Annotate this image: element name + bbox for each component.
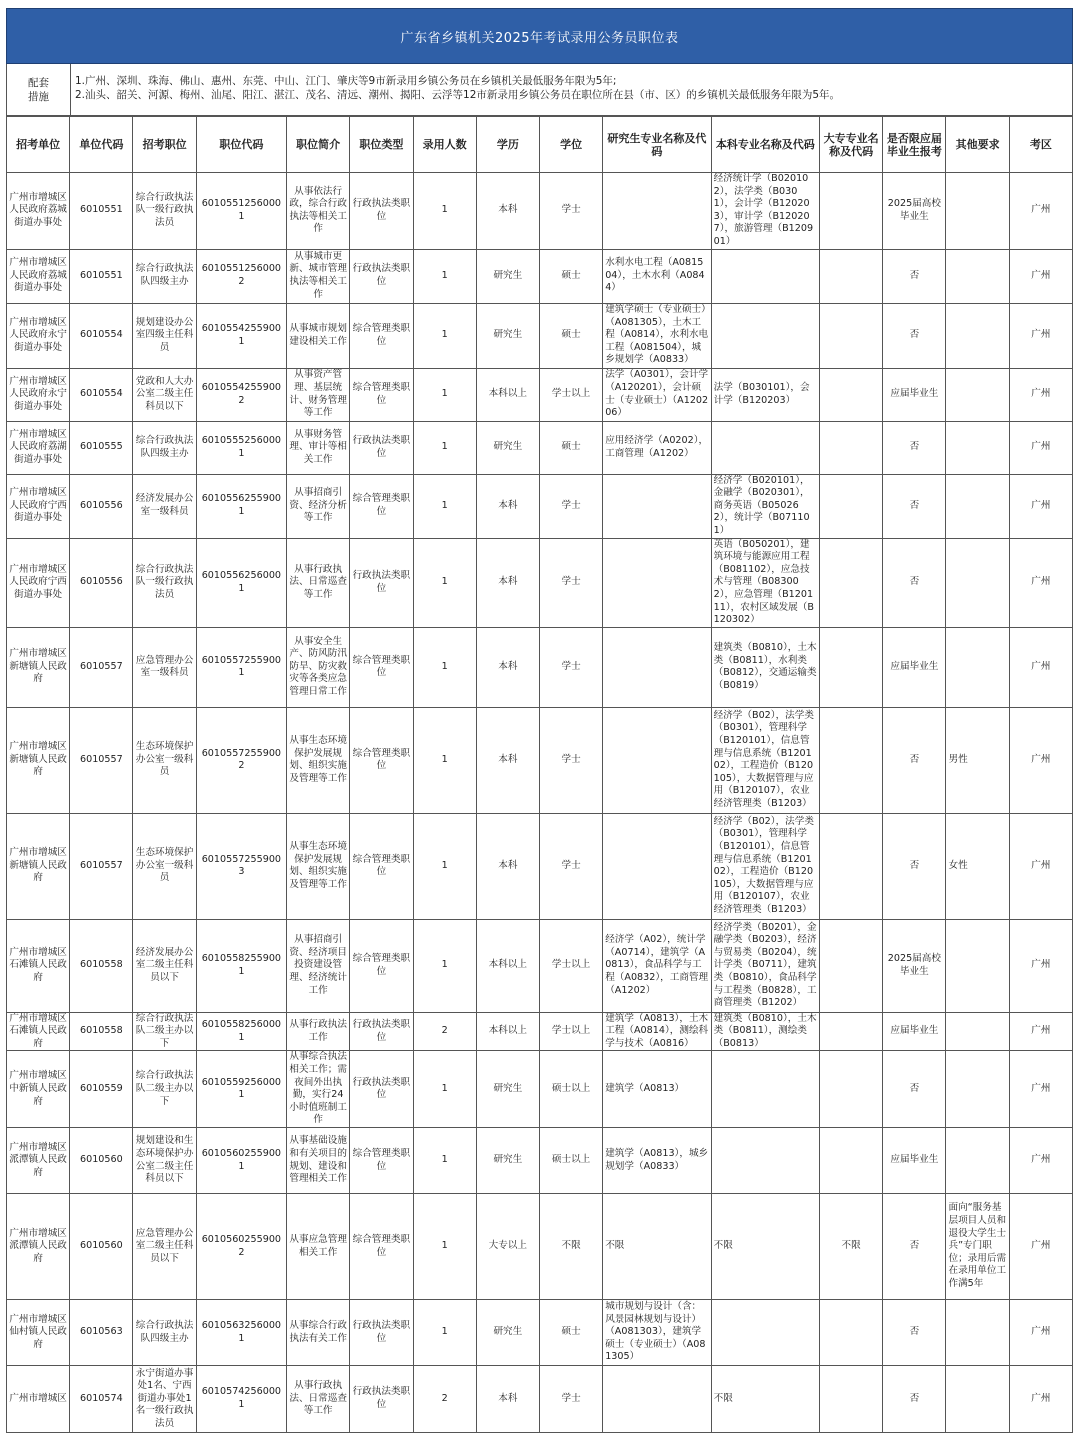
cell-unit-code: 6010557 [70,627,133,707]
cell-degree: 硕士 [539,249,602,303]
cell-exam-area: 广州 [1009,303,1072,368]
cell-other-requirements: 男性 [946,707,1009,813]
cell-unit: 广州市增城区派潭镇人民政府 [7,1128,70,1194]
cell-hire-count: 1 [413,1300,476,1366]
table-row [7,474,1073,538]
cell-hire-count: 1 [413,707,476,813]
cell-other-requirements: 女性 [946,813,1009,919]
cell-exam-area: 广州 [1009,1012,1072,1051]
cell-exam-area: 广州 [1009,474,1072,538]
cell-education: 本科 [476,538,539,627]
cell-unit: 广州市增城区石滩镇人民政府 [7,919,70,1012]
cell-unit-code: 6010556 [70,474,133,538]
cell-graduate-major [603,813,711,919]
cell-graduate-major [603,173,711,250]
cell-other-requirements [946,1051,1009,1128]
cell-unit: 广州市增城区人民政府宁西街道办事处 [7,474,70,538]
cell-exam-area: 广州 [1009,1051,1072,1128]
cell-graduate-major: 城市规划与设计（含：风景园林规划与设计）（A081303），建筑学硕士（专业硕士）（A081305） [603,1300,711,1366]
cell-exam-area: 广州 [1009,1300,1072,1366]
cell-position-code: 60105562560001 [196,538,286,627]
header-row [7,117,1073,173]
cell-college-major [820,1300,883,1366]
cell-graduate-major: 不限 [603,1194,711,1300]
cell-position: 永宁街道办事处1名、宁西街道办事处1名一级行政执法员 [133,1366,196,1433]
cell-unit: 广州市增城区人民政府荔城街道办事处 [7,249,70,303]
cell-college-major [820,474,883,538]
cell-undergraduate-major [711,1128,819,1194]
cell-position: 党政和人大办公室二级主任科员以下 [133,368,196,421]
cell-graduate-major: 建筑学（A0813），土木工程（A0814），测绘科学与技术（A0816） [603,1012,711,1051]
table-row [7,1194,1073,1300]
cell-graduate-major: 建筑学（A0813），城乡规划学（A0833） [603,1128,711,1194]
cell-undergraduate-major [711,249,819,303]
cell-graduate-major: 应用经济学（A0202），工商管理（A1202） [603,421,711,474]
cell-fresh-graduate-only: 否 [883,707,946,813]
table-row [7,421,1073,474]
cell-undergraduate-major [711,421,819,474]
cell-hire-count: 1 [413,919,476,1012]
cell-degree: 学士 [539,173,602,250]
table-row [7,538,1073,627]
cell-unit: 广州市增城区仙村镇人民政府 [7,1300,70,1366]
table-row [7,627,1073,707]
table-row [7,1051,1073,1128]
cell-exam-area: 广州 [1009,707,1072,813]
positions-table [6,116,1073,1433]
table-row [7,368,1073,421]
cell-other-requirements [946,368,1009,421]
notes-body [71,64,1072,115]
cell-position-type: 行政执法类职位 [350,1300,413,1366]
cell-unit: 广州市增城区人民政府荔城街道办事处 [7,173,70,250]
cell-other-requirements [946,303,1009,368]
notes-heading [7,64,71,115]
cell-graduate-major: 水利水电工程（A081504），土木水利（A0844） [603,249,711,303]
col-header-degree: 学位 [539,117,602,173]
cell-college-major [820,538,883,627]
cell-position-intro: 从事安全生产、防风防汛防旱、防灾救灾等各类应急管理日常工作 [287,627,350,707]
table-row [7,303,1073,368]
cell-position-intro: 从事资产管理、基层统计、财务管理等工作 [287,368,350,421]
cell-position-code: 60105742560001 [196,1366,286,1433]
cell-position-intro: 从事生态环境保护发展规划、组织实施及管理等工作 [287,813,350,919]
cell-unit-code: 6010557 [70,707,133,813]
cell-fresh-graduate-only: 应届毕业生 [883,1012,946,1051]
cell-hire-count: 1 [413,368,476,421]
cell-unit: 广州市增城区人民政府荔湖街道办事处 [7,421,70,474]
cell-degree: 学士以上 [539,368,602,421]
cell-education: 研究生 [476,1300,539,1366]
cell-unit-code: 6010574 [70,1366,133,1433]
cell-fresh-graduate-only: 否 [883,1051,946,1128]
cell-fresh-graduate-only: 否 [883,474,946,538]
cell-college-major [820,813,883,919]
cell-hire-count: 1 [413,1051,476,1128]
cell-graduate-major: 建筑学硕士（专业硕士）（A081305），土木工程（A0814），水利水电工程（A081504），城乡规划学（A0833） [603,303,711,368]
cell-hire-count: 1 [413,173,476,250]
table-row [7,249,1073,303]
cell-hire-count: 2 [413,1012,476,1051]
col-header-position-type: 职位类型 [350,117,413,173]
cell-undergraduate-major: 经济学（B02），法学类（B0301），管理科学（B120101），信息管理与信息系统（B120102），工程造价（B120105），大数据管理与应用（B120107），农业经济管理类（B1203） [711,707,819,813]
table-row [7,173,1073,250]
cell-other-requirements [946,538,1009,627]
cell-hire-count: 1 [413,249,476,303]
cell-unit-code: 6010551 [70,173,133,250]
cell-position-intro: 从事行政执法工作 [287,1012,350,1051]
cell-other-requirements [946,627,1009,707]
col-header-position: 招考职位 [133,117,196,173]
position-sheet [6,8,1073,1429]
cell-position-intro: 从事综合执法相关工作；需夜间外出执勤，实行24小时值班制工作 [287,1051,350,1128]
cell-education: 本科 [476,173,539,250]
cell-undergraduate-major: 经济统计学（B020102），法学类（B0301），会计学（B120203），审计学（B120207），旅游管理（B120901） [711,173,819,250]
cell-degree: 硕士 [539,421,602,474]
cell-position-type: 综合管理类职位 [350,1128,413,1194]
cell-position-code: 60105592560001 [196,1051,286,1128]
cell-unit: 广州市增城区新塘镇人民政府 [7,627,70,707]
cell-hire-count: 2 [413,1366,476,1433]
cell-unit-code: 6010560 [70,1128,133,1194]
cell-exam-area: 广州 [1009,1194,1072,1300]
cell-college-major [820,1051,883,1128]
cell-undergraduate-major: 法学（B030101），会计学（B120203） [711,368,819,421]
table-row [7,1012,1073,1051]
cell-degree: 学士 [539,1366,602,1433]
cell-position: 经济发展办公室一级科员 [133,474,196,538]
cell-unit: 广州市增城区派潭镇人民政府 [7,1194,70,1300]
cell-exam-area: 广州 [1009,421,1072,474]
cell-position-type: 综合管理类职位 [350,303,413,368]
cell-education: 本科 [476,707,539,813]
col-header-college-major: 大专专业名称及代码 [820,117,883,173]
table-row [7,707,1073,813]
cell-unit: 广州市增城区人民政府永宁街道办事处 [7,303,70,368]
cell-position-code: 60105542559002 [196,368,286,421]
cell-undergraduate-major: 英语（B050201），建筑环境与能源应用工程（B081102），应急技术与管理（B083002），应急管理（B120111），农村区域发展（B120302） [711,538,819,627]
cell-degree: 硕士以上 [539,1051,602,1128]
cell-position-intro: 从事生态环境保护发展规划、组织实施及管理等工作 [287,707,350,813]
cell-unit: 广州市增城区人民政府宁西街道办事处 [7,538,70,627]
cell-graduate-major: 经济学（A02），统计学（A0714），建筑学（A0813），食品科学与工程（A0832），工商管理（A1202） [603,919,711,1012]
cell-position-intro: 从事依法行政，综合行政执法等相关工作 [287,173,350,250]
cell-education: 本科 [476,627,539,707]
cell-graduate-major: 法学（A0301），会计学（A120201），会计硕士（专业硕士）（A120206） [603,368,711,421]
cell-undergraduate-major: 建筑类（B0810），土木类（B0811），测绘类（B0813） [711,1012,819,1051]
cell-unit-code: 6010551 [70,249,133,303]
cell-position-code: 60105542559001 [196,303,286,368]
cell-position-type: 综合管理类职位 [350,707,413,813]
cell-position-intro: 从事行政执法、日常巡查等工作 [287,1366,350,1433]
cell-position-code: 60105572559001 [196,627,286,707]
cell-position-code: 60105512560002 [196,249,286,303]
cell-undergraduate-major: 经济学（B020101），金融学（B020301），商务英语（B050262），统计学（B071101） [711,474,819,538]
cell-position: 应急管理办公室二级主任科员以下 [133,1194,196,1300]
note-line: 2.汕头、韶关、河源、梅州、汕尾、阳江、湛江、茂名、清远、潮州、揭阳、云浮等12市新录用乡镇公务员在职位所在县（市、区）的乡镇机关最低服务年限为5年。 [75,89,841,101]
cell-fresh-graduate-only: 否 [883,813,946,919]
cell-unit-code: 6010554 [70,303,133,368]
cell-fresh-graduate-only: 否 [883,1194,946,1300]
cell-unit: 广州市增城区石滩镇人民政府 [7,1012,70,1051]
cell-education: 研究生 [476,249,539,303]
cell-education: 本科以上 [476,919,539,1012]
col-header-undergraduate-major: 本科专业名称及代码 [711,117,819,173]
cell-position-code: 60105582559001 [196,919,286,1012]
cell-degree: 硕士以上 [539,1128,602,1194]
cell-graduate-major [603,707,711,813]
cell-other-requirements [946,919,1009,1012]
cell-position-type: 综合管理类职位 [350,368,413,421]
cell-education: 本科 [476,1366,539,1433]
cell-position-type: 综合管理类职位 [350,1194,413,1300]
cell-unit: 广州市增城区新塘镇人民政府 [7,813,70,919]
table-row [7,1128,1073,1194]
cell-position-type: 行政执法类职位 [350,1051,413,1128]
cell-degree: 学士 [539,627,602,707]
cell-college-major [820,1012,883,1051]
cell-position-type: 综合管理类职位 [350,474,413,538]
cell-position: 规划建设和生态环境保护办公室二级主任科员以下 [133,1128,196,1194]
cell-unit: 广州市增城区人民政府永宁街道办事处 [7,368,70,421]
table-row [7,919,1073,1012]
cell-unit-code: 6010558 [70,919,133,1012]
cell-position-type: 行政执法类职位 [350,249,413,303]
cell-degree: 学士 [539,538,602,627]
cell-position-type: 行政执法类职位 [350,1012,413,1051]
cell-graduate-major [603,474,711,538]
cell-fresh-graduate-only: 2025届高校毕业生 [883,173,946,250]
cell-graduate-major [603,1366,711,1433]
cell-position-intro: 从事城市规划建设相关工作 [287,303,350,368]
cell-college-major [820,1366,883,1433]
cell-college-major [820,249,883,303]
cell-college-major [820,173,883,250]
cell-unit-code: 6010556 [70,538,133,627]
cell-unit-code: 6010555 [70,421,133,474]
cell-education: 本科 [476,474,539,538]
cell-degree: 学士 [539,813,602,919]
cell-position: 综合行政执法队四级主办 [133,249,196,303]
cell-unit-code: 6010554 [70,368,133,421]
cell-other-requirements [946,173,1009,250]
cell-degree: 学士 [539,474,602,538]
cell-fresh-graduate-only: 否 [883,249,946,303]
cell-position-code: 60105632560001 [196,1300,286,1366]
cell-fresh-graduate-only: 否 [883,421,946,474]
cell-other-requirements [946,1366,1009,1433]
cell-position-intro: 从事财务管理、审计等相关工作 [287,421,350,474]
cell-position-type: 综合管理类职位 [350,813,413,919]
cell-position-intro: 从事行政执法、日常巡查等工作 [287,538,350,627]
notes-heading-line: 配套 [28,76,49,89]
cell-fresh-graduate-only: 应届毕业生 [883,1128,946,1194]
cell-hire-count: 1 [413,627,476,707]
cell-graduate-major [603,538,711,627]
cell-other-requirements [946,249,1009,303]
col-header-position-intro: 职位简介 [287,117,350,173]
cell-education: 研究生 [476,421,539,474]
cell-exam-area: 广州 [1009,368,1072,421]
cell-college-major [820,627,883,707]
cell-hire-count: 1 [413,421,476,474]
col-header-position-code: 职位代码 [196,117,286,173]
cell-position: 生态环境保护办公室一级科员 [133,707,196,813]
cell-unit-code: 6010563 [70,1300,133,1366]
cell-hire-count: 1 [413,538,476,627]
col-header-education: 学历 [476,117,539,173]
cell-position: 应急管理办公室一级科员 [133,627,196,707]
cell-position: 综合行政执法队一级行政执法员 [133,538,196,627]
cell-position: 经济发展办公室二级主任科员以下 [133,919,196,1012]
cell-college-major [820,1128,883,1194]
cell-fresh-graduate-only: 否 [883,303,946,368]
cell-position-code: 60105562559001 [196,474,286,538]
cell-hire-count: 1 [413,1194,476,1300]
cell-degree: 学士以上 [539,1012,602,1051]
cell-other-requirements [946,1300,1009,1366]
col-header-fresh-graduate-only: 是否限应届毕业生报考 [883,117,946,173]
cell-position-intro: 从事基础设施和有关项目的规划、建设和管理相关工作 [287,1128,350,1194]
cell-hire-count: 1 [413,474,476,538]
cell-unit-code: 6010560 [70,1194,133,1300]
cell-position: 生态环境保护办公室一级科员 [133,813,196,919]
notes-heading-line: 措施 [28,90,49,103]
cell-position-type: 综合管理类职位 [350,627,413,707]
note-line: 1.广州、深圳、珠海、佛山、惠州、东莞、中山、江门、肇庆等9市新录用乡镇公务员在乡镇机关最低服务年限为5年; [75,75,617,87]
cell-college-major [820,368,883,421]
cell-undergraduate-major [711,1300,819,1366]
cell-undergraduate-major: 建筑类（B0810），土木类（B0811），水利类（B0812），交通运输类（B0819） [711,627,819,707]
cell-position-intro: 从事应急管理相关工作 [287,1194,350,1300]
cell-position: 综合行政执法队一级行政执法员 [133,173,196,250]
cell-exam-area: 广州 [1009,813,1072,919]
cell-undergraduate-major [711,303,819,368]
cell-position-code: 60105582560001 [196,1012,286,1051]
table-row [7,1366,1073,1433]
cell-position-type: 行政执法类职位 [350,421,413,474]
cell-graduate-major: 建筑学（A0813） [603,1051,711,1128]
cell-undergraduate-major [711,1051,819,1128]
col-header-exam-area: 考区 [1009,117,1072,173]
cell-undergraduate-major: 经济学（B02），法学类（B0301），管理科学（B120101），信息管理与信息系统（B120102），工程造价（B120105），大数据管理与应用（B120107），农业经济管理类（B1203） [711,813,819,919]
cell-position-code: 60105512560001 [196,173,286,250]
cell-unit: 广州市增城区中新镇人民政府 [7,1051,70,1128]
col-header-unit: 招考单位 [7,117,70,173]
cell-degree: 学士 [539,707,602,813]
cell-position-intro: 从事招商引资、经济分析等工作 [287,474,350,538]
cell-position-code: 60105572559003 [196,813,286,919]
cell-undergraduate-major: 不限 [711,1194,819,1300]
cell-position-intro: 从事综合行政执法有关工作 [287,1300,350,1366]
cell-undergraduate-major: 不限 [711,1366,819,1433]
cell-position: 综合行政执法队二级主办以下 [133,1051,196,1128]
cell-other-requirements: 面向“服务基层项目人员和退役大学生士兵”专门职位；录用后需在录用单位工作满5年 [946,1194,1009,1300]
cell-position-type: 行政执法类职位 [350,538,413,627]
cell-position: 综合行政执法队二级主办以下 [133,1012,196,1051]
cell-education: 研究生 [476,1051,539,1128]
cell-fresh-graduate-only: 应届毕业生 [883,627,946,707]
col-header-graduate-major: 研究生专业名称及代码 [603,117,711,173]
cell-fresh-graduate-only: 否 [883,1366,946,1433]
cell-exam-area: 广州 [1009,1366,1072,1433]
col-header-hire-count: 录用人数 [413,117,476,173]
cell-position-intro: 从事招商引资、经济项目投资建设管理、经济统计工作 [287,919,350,1012]
cell-education: 研究生 [476,1128,539,1194]
cell-college-major [820,421,883,474]
supporting-measures [6,64,1073,116]
cell-fresh-graduate-only: 否 [883,1300,946,1366]
cell-college-major: 不限 [820,1194,883,1300]
cell-position-code: 60105572559002 [196,707,286,813]
cell-education: 大专以上 [476,1194,539,1300]
cell-position-type: 综合管理类职位 [350,919,413,1012]
cell-education: 研究生 [476,303,539,368]
cell-exam-area: 广州 [1009,249,1072,303]
cell-fresh-graduate-only: 应届毕业生 [883,368,946,421]
cell-exam-area: 广州 [1009,627,1072,707]
cell-other-requirements [946,421,1009,474]
cell-position: 综合行政执法队四级主办 [133,1300,196,1366]
table-row [7,813,1073,919]
cell-unit-code: 6010557 [70,813,133,919]
cell-unit: 广州市增城区新塘镇人民政府 [7,707,70,813]
cell-position-code: 60105602559001 [196,1128,286,1194]
cell-other-requirements [946,1128,1009,1194]
cell-unit-code: 6010558 [70,1012,133,1051]
cell-position-code: 60105602559002 [196,1194,286,1300]
cell-exam-area: 广州 [1009,919,1072,1012]
cell-college-major [820,919,883,1012]
col-header-unit-code: 单位代码 [70,117,133,173]
cell-exam-area: 广州 [1009,1128,1072,1194]
cell-exam-area: 广州 [1009,538,1072,627]
sheet-title: 广东省乡镇机关2025年考试录用公务员职位表 [6,8,1073,64]
cell-position-code: 60105552560001 [196,421,286,474]
cell-hire-count: 1 [413,813,476,919]
cell-degree: 硕士 [539,303,602,368]
cell-position: 规划建设办公室四级主任科员 [133,303,196,368]
cell-unit-code: 6010559 [70,1051,133,1128]
cell-position: 综合行政执法队四级主办 [133,421,196,474]
cell-fresh-graduate-only: 否 [883,538,946,627]
cell-college-major [820,707,883,813]
cell-education: 本科以上 [476,368,539,421]
cell-hire-count: 1 [413,1128,476,1194]
cell-exam-area: 广州 [1009,173,1072,250]
cell-position-type: 行政执法类职位 [350,1366,413,1433]
cell-education: 本科 [476,813,539,919]
cell-graduate-major [603,627,711,707]
cell-education: 本科以上 [476,1012,539,1051]
cell-position-type: 行政执法类职位 [350,173,413,250]
cell-unit: 广州市增城区 [7,1366,70,1433]
table-row [7,1300,1073,1366]
cell-degree: 硕士 [539,1300,602,1366]
cell-fresh-graduate-only: 2025届高校毕业生 [883,919,946,1012]
cell-other-requirements [946,1012,1009,1051]
cell-undergraduate-major: 经济学类（B0201），金融学类（B0203），经济与贸易类（B0204），统计学类（B0711），建筑类（B0810），食品科学与工程类（B0828），工商管理类（B1202） [711,919,819,1012]
cell-degree: 不限 [539,1194,602,1300]
cell-other-requirements [946,474,1009,538]
cell-hire-count: 1 [413,303,476,368]
col-header-other-requirements: 其他要求 [946,117,1009,173]
cell-position-intro: 从事城市更新、城市管理执法等相关工作 [287,249,350,303]
cell-college-major [820,303,883,368]
cell-degree: 学士以上 [539,919,602,1012]
